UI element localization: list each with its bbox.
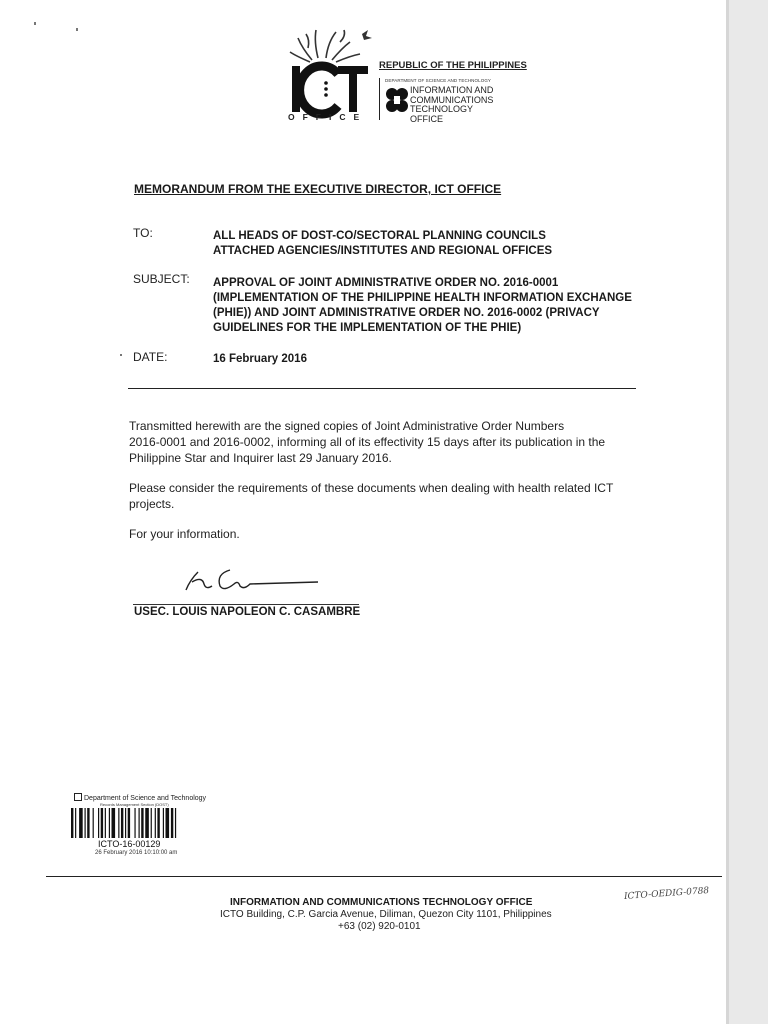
scan-speck <box>76 28 78 31</box>
to-recipients <box>213 229 633 259</box>
body-line: Philippine Star and Inquirer last 29 January 2016. <box>129 451 392 465</box>
barcode-icon <box>71 808 213 838</box>
signature-line <box>133 604 359 605</box>
letterhead-divider <box>379 78 380 120</box>
body-line: 2016-0001 and 2016-0002, informing all of its effectivity 15 days after its publication in the <box>129 435 606 449</box>
office-name-line: TECHNOLOGY <box>410 104 474 114</box>
sun-rays-icon <box>290 30 360 62</box>
barcode-section: Records Management Section (DOST) <box>100 802 169 807</box>
scan-speck <box>120 354 122 356</box>
footer-phone: +63 (02) 920-0101 <box>338 921 421 932</box>
office-name-line: INFORMATION AND <box>410 85 494 95</box>
body-paragraph <box>129 418 639 466</box>
body-line: Please consider the requirements of these documents when dealing with health related ICT <box>129 481 614 495</box>
footer-title: INFORMATION AND COMMUNICATIONS TECHNOLOGY OFFICE <box>230 897 533 908</box>
to-line: ATTACHED AGENCIES/INSTITUTES AND REGIONAL OFFICES <box>213 245 553 257</box>
barcode-timestamp: 26 February 2016 10:10:00 am <box>95 850 178 856</box>
barcode-number: ICTO-16-00129 <box>98 839 161 849</box>
footer-divider <box>46 876 722 877</box>
office-name-line: COMMUNICATIONS <box>410 94 494 105</box>
body-line: projects. <box>129 497 175 511</box>
subject-line: (IMPLEMENTATION OF THE PHILIPPINE HEALTH INFORMATION EXCHANGE <box>213 292 632 304</box>
header-divider <box>128 388 636 389</box>
handwritten-reference: ICTO-OEDIG-0788 <box>623 886 710 902</box>
memo-date: 16 February 2016 <box>213 353 307 365</box>
dost-mini-icon <box>74 793 82 801</box>
footer-address: ICTO Building, C.P. Garcia Avenue, Diliman, Quezon City 1101, Philippines <box>220 909 552 920</box>
subject-text <box>213 276 633 336</box>
body-line: Transmitted herewith are the signed copies of Joint Administrative Order Numbers <box>129 419 565 433</box>
subject-line: (PHIE)) AND JOINT ADMINISTRATIVE ORDER NO. 2016-0002 (PRIVACY <box>213 307 600 319</box>
subject-line: APPROVAL OF JOINT ADMINISTRATIVE ORDER NO. 2016-0001 <box>213 277 559 289</box>
records-barcode <box>68 793 218 865</box>
republic-label: REPUBLIC OF THE PHILIPPINES <box>379 60 527 71</box>
barcode-department <box>74 793 206 802</box>
subject-label: SUBJECT: <box>133 272 190 286</box>
signature-mark <box>172 560 322 596</box>
ict-office-logo <box>280 20 380 125</box>
dost-logo-icon <box>384 86 410 116</box>
letterhead-office-block <box>379 58 529 128</box>
to-label: TO: <box>133 226 153 240</box>
scan-speck <box>34 22 36 25</box>
logo-subtext: OFFICE <box>288 112 368 122</box>
signatory-name: USEC. LOUIS NAPOLEON C. CASAMBRE <box>134 606 361 618</box>
office-name-line: OFFICE <box>410 113 443 124</box>
closing-line: For your information. <box>129 527 240 541</box>
department-label: DEPARTMENT OF SCIENCE AND TECHNOLOGY <box>385 78 492 83</box>
barcode-department-text: Department of Science and Technology <box>84 795 207 802</box>
page-edge <box>726 0 729 1024</box>
body-paragraph <box>129 480 639 512</box>
subject-line: GUIDELINES FOR THE IMPLEMENTATION OF THE PHIE) <box>213 322 522 334</box>
date-label: DATE: <box>133 350 168 364</box>
to-line: ALL HEADS OF DOST-CO/SECTORAL PLANNING COUNCILS <box>213 230 546 242</box>
memo-title: MEMORANDUM FROM THE EXECUTIVE DIRECTOR, ICT OFFICE <box>134 182 502 196</box>
office-name <box>410 86 520 124</box>
bird-icon <box>362 30 372 40</box>
